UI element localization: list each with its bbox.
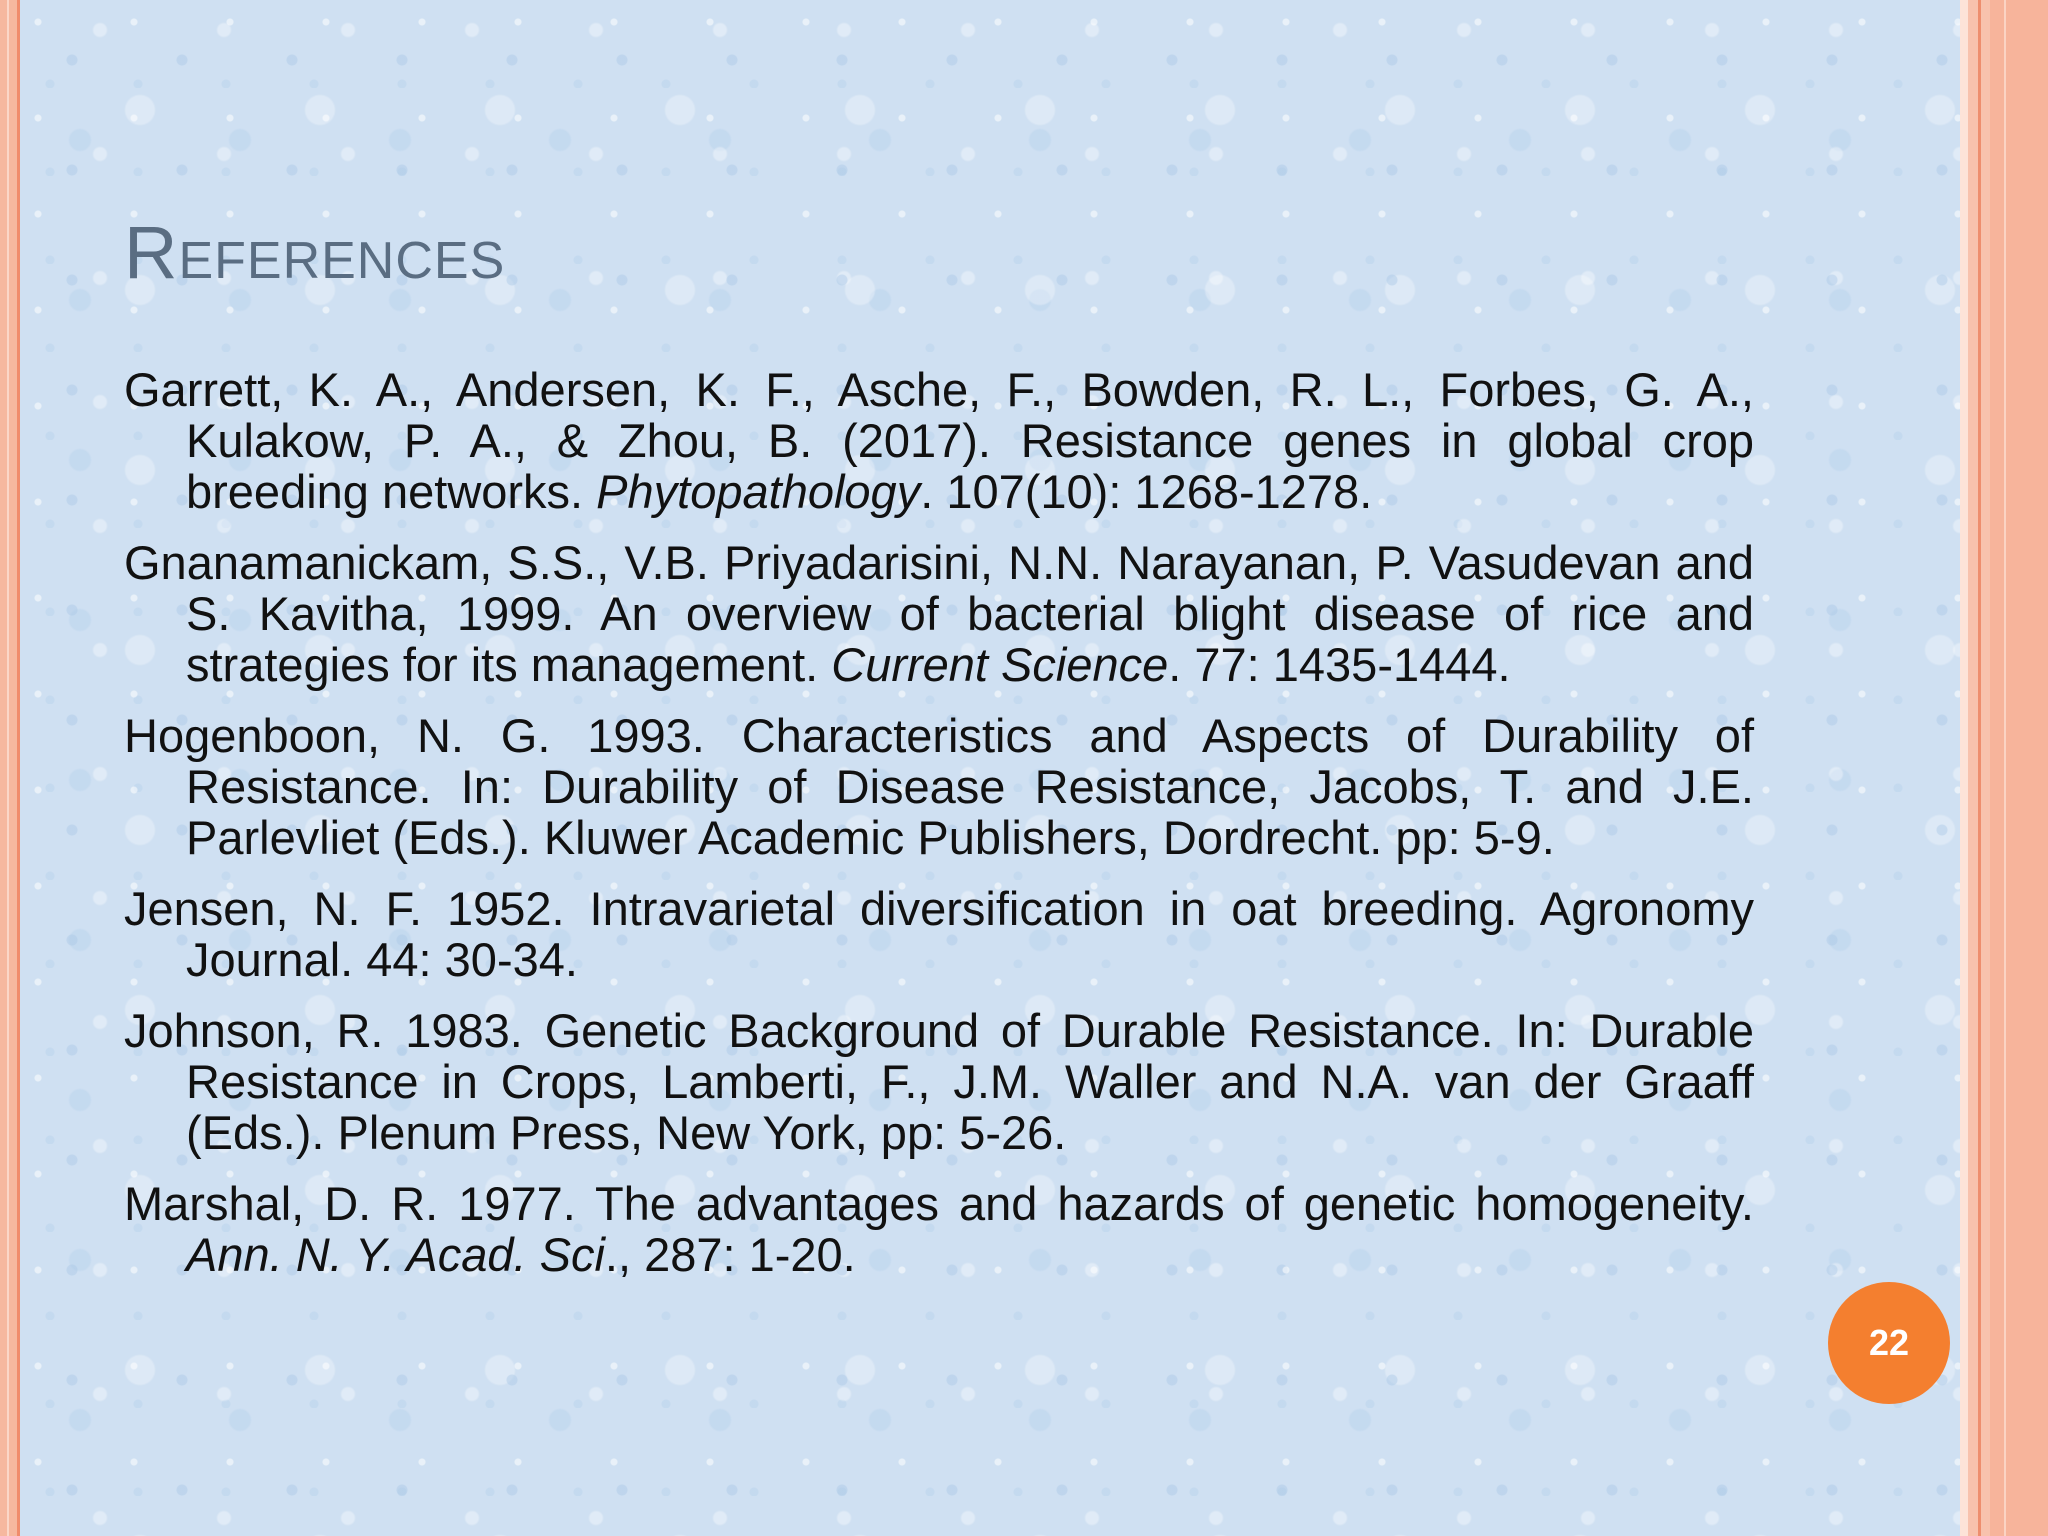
reference-text: Garrett, K. A., Andersen, K. F., Asche, F., Bowden, R. L., Forbes, G. A., Kulakow, P. A., & Zhou, B. (2017). Resistance genes in global crop breeding networks. bbox=[124, 363, 1754, 518]
slide-title: References bbox=[124, 211, 506, 294]
page-number-badge: 22 bbox=[1828, 1282, 1950, 1404]
journal-name: Current Science bbox=[831, 638, 1169, 691]
journal-name: Ann. N. Y. Acad. Sci bbox=[186, 1228, 605, 1281]
left-decorative-border bbox=[0, 0, 20, 1536]
reference-citation: . 107(10): 1268-1278. bbox=[920, 465, 1373, 518]
reference-text: Johnson, R. 1983. Genetic Background of Durable Resistance. In: Durable Resistance in Crops, Lamberti, F., J.M. Waller and N.A. van der Graaff (Eds.). Plenum Press, New York, pp: 5-26. bbox=[124, 1004, 1754, 1159]
reference-text: Gnanamanickam, S.S., V.B. Priyadarisini, N.N. Narayanan, P. Vasudevan and S. Kavitha, 1999. An overview of bacterial blight disease of rice and strategies for its management. bbox=[124, 536, 1754, 691]
reference-item bbox=[124, 537, 1754, 690]
reference-item bbox=[124, 710, 1754, 863]
reference-item bbox=[124, 1005, 1754, 1158]
reference-text: Jensen, N. F. 1952. Intravarietal diversification in oat breeding. Agronomy Journal. 44: 30-34. bbox=[124, 882, 1754, 986]
reference-text: Hogenboon, N. G. 1993. Characteristics and Aspects of Durability of Resistance. In: Durability of Disease Resistance, Jacobs, T. and J.E. Parlevliet (Eds.). Kluwer Academic Publishers, Dordrecht. pp: 5-9. bbox=[124, 709, 1754, 864]
reference-item bbox=[124, 883, 1754, 985]
journal-name: Phytopathology bbox=[596, 465, 921, 518]
reference-item bbox=[124, 364, 1754, 517]
reference-citation: ., 287: 1-20. bbox=[604, 1228, 856, 1281]
reference-item bbox=[124, 1178, 1754, 1280]
reference-citation: . 77: 1435-1444. bbox=[1168, 638, 1511, 691]
reference-text: Marshal, D. R. 1977. The advantages and hazards of genetic homogeneity. bbox=[124, 1177, 1754, 1230]
reference-list bbox=[124, 364, 1754, 1300]
right-decorative-border bbox=[1960, 0, 2048, 1536]
